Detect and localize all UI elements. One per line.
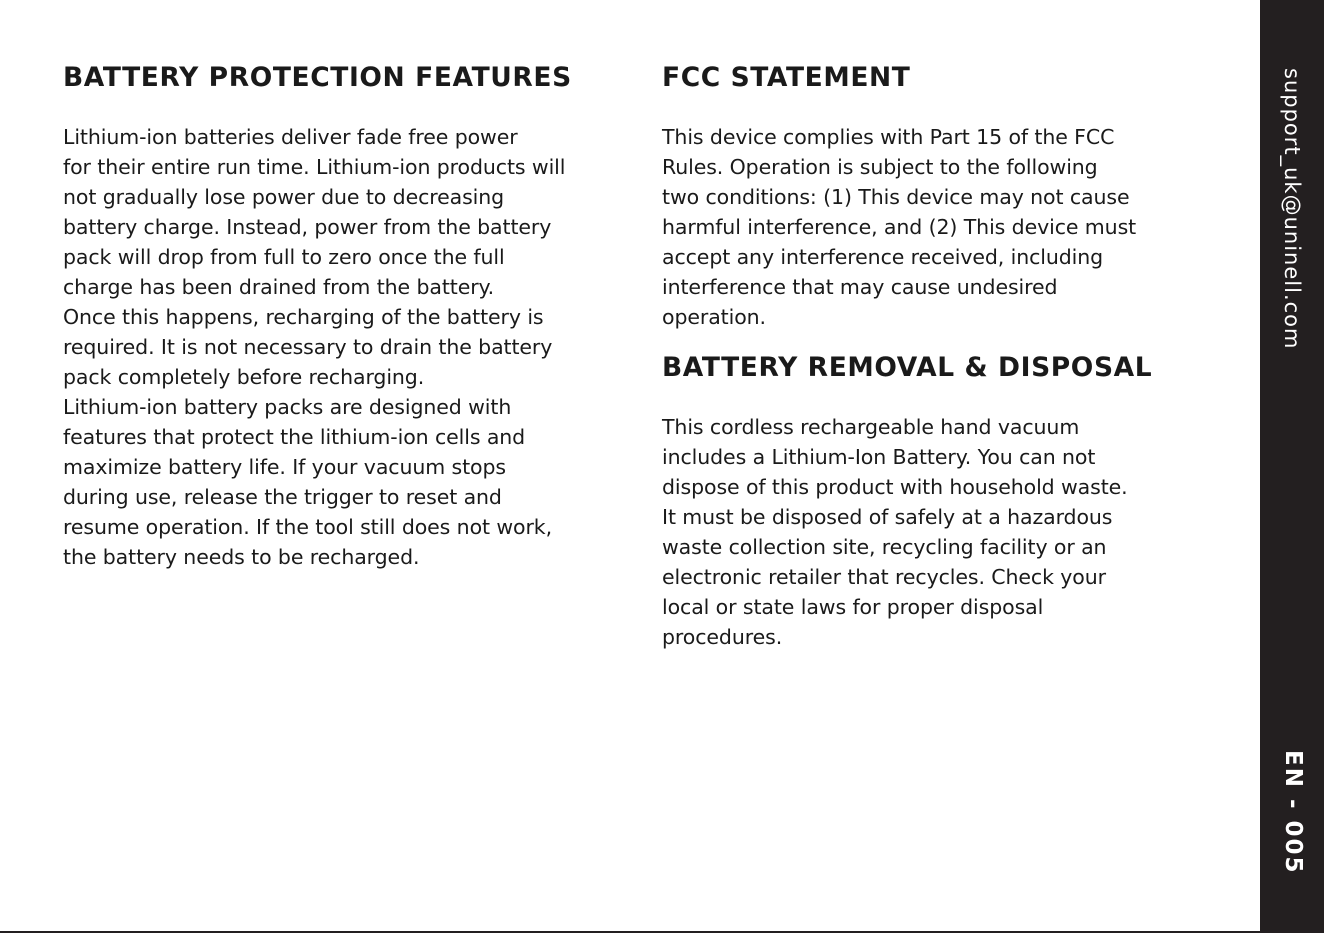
battery-protection-text xyxy=(63,122,623,572)
text-line: during use, release the trigger to reset and xyxy=(63,485,502,509)
battery-removal-heading: BATTERY REMOVAL & DISPOSAL xyxy=(662,352,1153,383)
page-number: EN - 005 xyxy=(1280,750,1306,875)
text-line: two conditions: (1) This device may not cause xyxy=(662,185,1130,209)
text-line: It must be disposed of safely at a hazardous xyxy=(662,505,1113,529)
spacer xyxy=(63,98,623,122)
spacer xyxy=(662,332,1192,348)
text-line: Once this happens, recharging of the battery is xyxy=(63,305,544,329)
text-line: resume operation. If the tool still does not work, xyxy=(63,515,552,539)
text-line: battery charge. Instead, power from the battery xyxy=(63,215,552,239)
battery-protection-heading: BATTERY PROTECTION FEATURES xyxy=(63,62,572,93)
text-line: This device complies with Part 15 of the FCC xyxy=(662,125,1115,149)
text-line: maximize battery life. If your vacuum stops xyxy=(63,455,506,479)
text-line: required. It is not necessary to drain the battery xyxy=(63,335,553,359)
text-line: for their entire run time. Lithium-ion products will xyxy=(63,155,566,179)
support-email: support_uk@uninell.com xyxy=(1280,68,1304,350)
text-line: procedures. xyxy=(662,625,783,649)
text-line: the battery needs to be recharged. xyxy=(63,545,420,569)
text-line: local or state laws for proper disposal xyxy=(662,595,1044,619)
side-bar xyxy=(1260,0,1324,933)
spacer xyxy=(662,388,1192,412)
text-line: Lithium-ion batteries deliver fade free power xyxy=(63,125,518,149)
text-line: This cordless rechargeable hand vacuum xyxy=(662,415,1080,439)
text-line: Rules. Operation is subject to the following xyxy=(662,155,1098,179)
text-line: features that protect the lithium-ion cells and xyxy=(63,425,526,449)
text-line: Lithium-ion battery packs are designed with xyxy=(63,395,512,419)
text-line: pack completely before recharging. xyxy=(63,365,425,389)
fcc-statement-heading: FCC STATEMENT xyxy=(662,62,911,93)
text-line: not gradually lose power due to decreasing xyxy=(63,185,505,209)
spacer xyxy=(662,98,1192,122)
text-line: accept any interference received, including xyxy=(662,245,1104,269)
text-line: interference that may cause undesired xyxy=(662,275,1058,299)
text-line: operation. xyxy=(662,305,766,329)
text-line: includes a Lithium-Ion Battery. You can not xyxy=(662,445,1096,469)
battery-removal-text xyxy=(662,412,1192,652)
text-line: harmful interference, and (2) This device must xyxy=(662,215,1137,239)
text-line: charge has been drained from the battery. xyxy=(63,275,495,299)
left-column xyxy=(63,58,623,572)
text-line: dispose of this product with household waste. xyxy=(662,475,1128,499)
text-line: waste collection site, recycling facility or an xyxy=(662,535,1107,559)
text-line: electronic retailer that recycles. Check your xyxy=(662,565,1106,589)
text-line: pack will drop from full to zero once the full xyxy=(63,245,505,269)
right-column xyxy=(662,58,1192,652)
fcc-statement-text xyxy=(662,122,1192,332)
